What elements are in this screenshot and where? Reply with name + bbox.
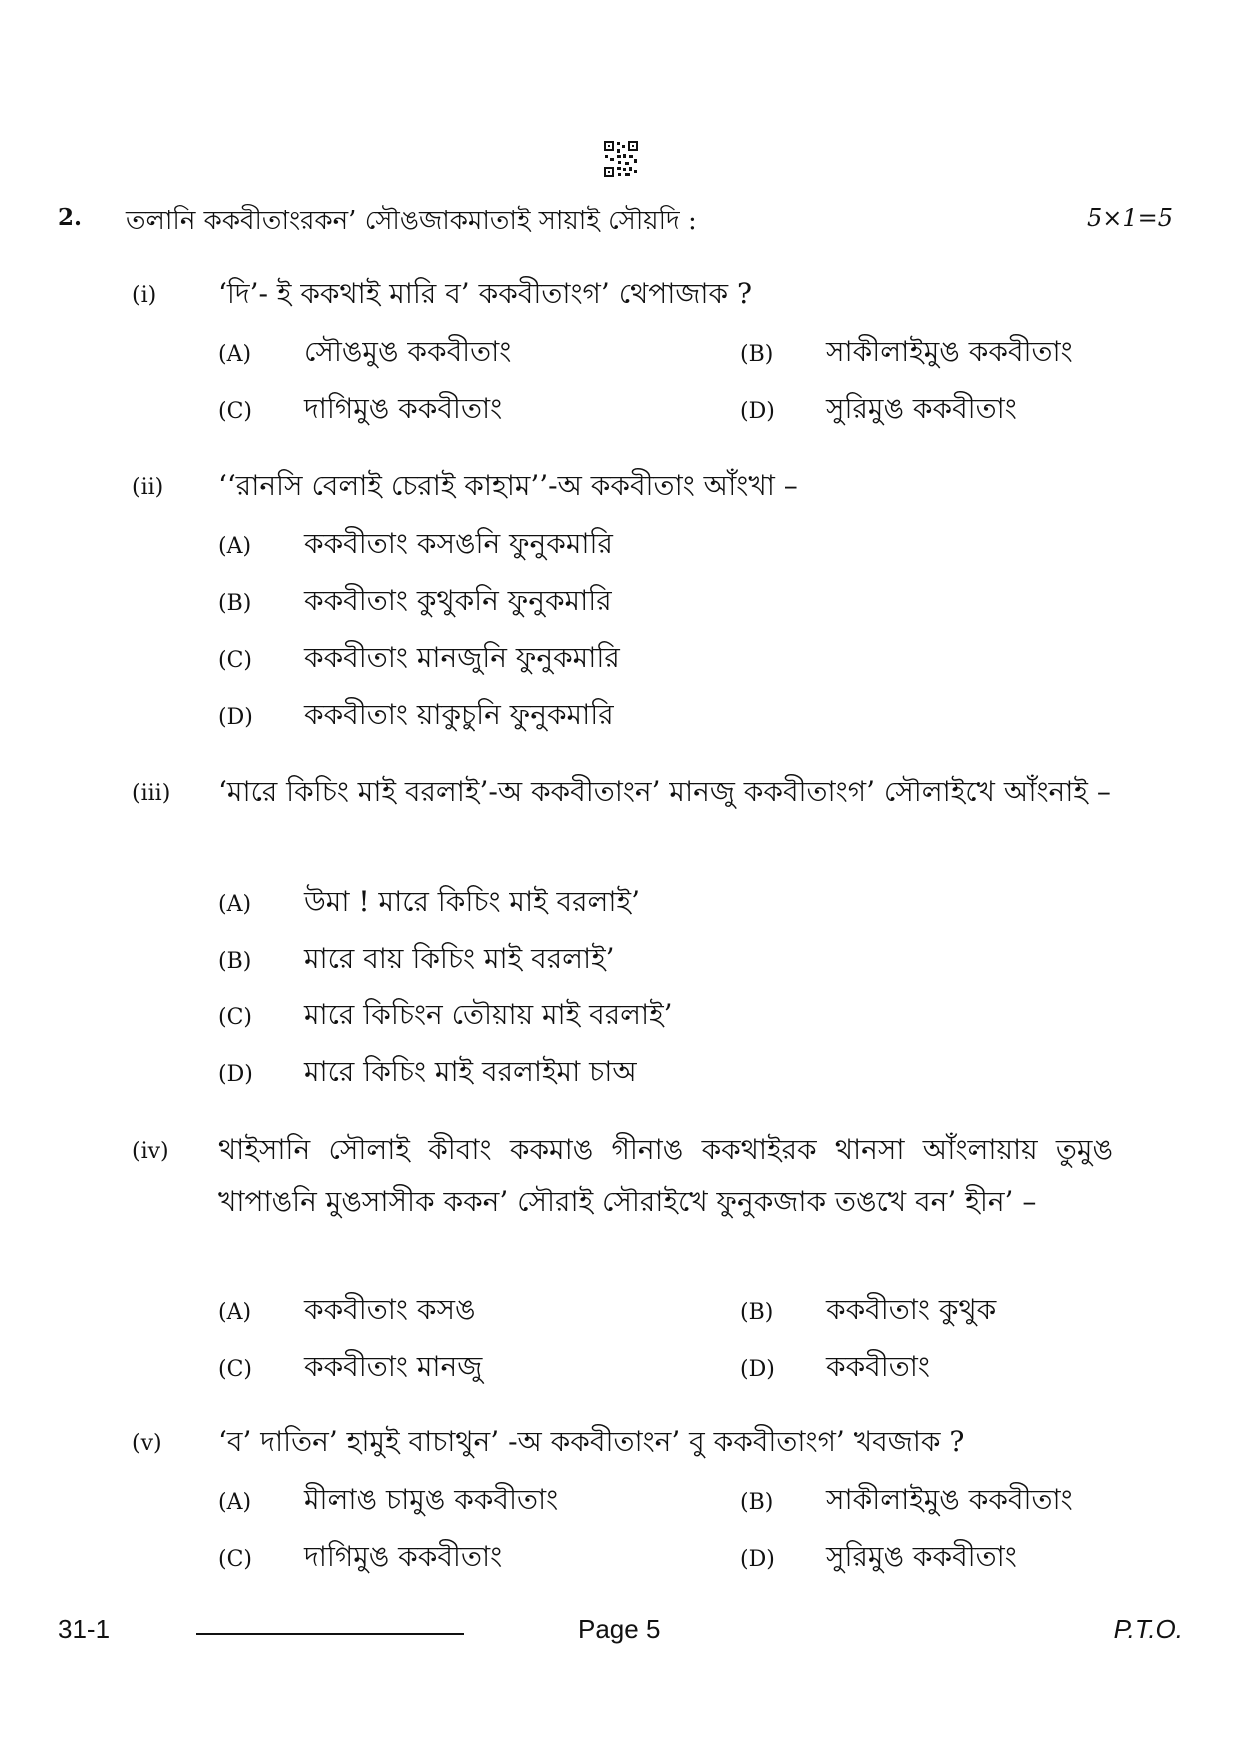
- option-text: ককবীতাং মানজু: [304, 1350, 483, 1383]
- qr-code-icon: [603, 140, 639, 178]
- option-text: ককবীতাং কসঙ: [304, 1293, 476, 1326]
- option-label: (C): [218, 1547, 252, 1572]
- option-C: [218, 632, 620, 687]
- option-text: মারে কিচিংন তৌয়ায় মাই বরলাই’: [304, 998, 673, 1031]
- option-label: (B): [740, 1490, 774, 1515]
- subquestion-label: (i): [132, 283, 157, 308]
- option-text: ককবীতাং: [826, 1350, 930, 1383]
- option-text: উমা ! মারে কিচিং মাই বরলাই’: [304, 885, 640, 918]
- option-label: (D): [218, 705, 253, 730]
- option-text: মারে বায় কিচিং মাই বরলাই’: [304, 942, 615, 975]
- option-C: [218, 1531, 502, 1586]
- option-label: (A): [218, 1490, 252, 1515]
- page-number: Page 5: [578, 1614, 661, 1644]
- option-B: [740, 1474, 1073, 1529]
- option-label: (A): [218, 534, 252, 559]
- option-C: [218, 989, 673, 1044]
- option-label: (C): [218, 1357, 252, 1382]
- subquestion-stem: ‘‘রানসি বেলাই চেরাই কাহাম’’-অ ককবীতাং আঁংখা –: [218, 469, 798, 502]
- option-text: দাগিমুঙ ককবীতাং: [304, 392, 503, 425]
- option-label: (B): [218, 949, 252, 974]
- option-text: মারে কিচিং মাই বরলাইমা চাঅ: [304, 1055, 637, 1088]
- subquestion-label: (v): [132, 1431, 162, 1456]
- option-A: [218, 876, 640, 931]
- option-text: ককবীতাং কুথুক: [826, 1293, 997, 1326]
- option-text: সৌঙমুঙ ককবীতাং: [304, 335, 512, 368]
- subquestion-stem: থাইসানি সৌলাই কীবাং ককমাঙ গীনাঙ ককথাইরক থানসা আঁংলায়ায় তুমুঙ খাপাঙনি মুঙসাসীক ককন’ সৌরাই সৌরাইখে ফুনুকজাক তঙখে বন’ হীন’ –: [218, 1133, 1113, 1218]
- option-text: ককবীতাং কসঙনি ফুনুকমারি: [304, 527, 613, 560]
- question-text: তলানি ককবীতাংরকন’ সৌঙজাকমাতাই সায়াই সৌয়দি :: [126, 206, 697, 236]
- option-label: (D): [740, 1547, 775, 1572]
- option-D: [218, 1046, 637, 1101]
- option-label: (D): [740, 1357, 775, 1382]
- please-turn-over: P.T.O.: [1113, 1614, 1183, 1644]
- subquestion-stem: ‘দি’- ই ককথাই মারি ব’ ককবীতাংগ’ থেপাজাক ?: [218, 277, 753, 310]
- footer-divider: [196, 1633, 464, 1635]
- option-text: ককবীতাং কুথুকনি ফুনুকমারি: [304, 584, 612, 617]
- option-label: (B): [218, 591, 252, 616]
- option-text: সুরিমুঙ ককবীতাং: [826, 392, 1017, 425]
- option-label: (B): [740, 1300, 774, 1325]
- option-label: (D): [218, 1062, 253, 1087]
- option-label: (A): [218, 342, 252, 367]
- paper-code: 31-1: [58, 1614, 111, 1644]
- option-text: ককবীতাং য়াকুচুনি ফুনুকমারি: [304, 698, 614, 731]
- option-D: [740, 1341, 930, 1396]
- option-B: [218, 575, 612, 630]
- option-B: [218, 933, 615, 988]
- option-text: ককবীতাং মানজুনি ফুনুকমারি: [304, 641, 620, 674]
- option-C: [218, 383, 502, 438]
- option-text: মীলাঙ চামুঙ ককবীতাং: [304, 1483, 559, 1516]
- option-label: (A): [218, 1300, 252, 1325]
- option-D: [218, 689, 614, 744]
- option-label: (A): [218, 892, 252, 917]
- subquestion-stem: ‘ব’ দাতিন’ হামুই বাচাথুন’ -অ ককবীতাংন’ বু ককবীতাংগ’ খবজাক ?: [218, 1425, 965, 1458]
- question-number: 2.: [58, 204, 83, 231]
- option-A: [218, 1284, 475, 1339]
- subquestion-label: (iii): [132, 781, 171, 806]
- question-marks: 5×1=5: [1086, 204, 1173, 232]
- option-text: সাকীলাইমুঙ ককবীতাং: [826, 1483, 1073, 1516]
- option-D: [740, 1531, 1017, 1586]
- option-A: [218, 1474, 558, 1529]
- option-text: দাগিমুঙ ককবীতাং: [304, 1540, 503, 1573]
- option-D: [740, 383, 1017, 438]
- option-label: (C): [218, 399, 252, 424]
- option-text: সুরিমুঙ ককবীতাং: [826, 1540, 1017, 1573]
- option-A: [218, 518, 613, 573]
- option-label: (C): [218, 1005, 252, 1030]
- option-C: [218, 1341, 482, 1396]
- option-label: (D): [740, 399, 775, 424]
- option-label: (B): [740, 342, 774, 367]
- subquestion-label: (ii): [132, 475, 164, 500]
- option-A: [218, 326, 511, 381]
- option-B: [740, 1284, 996, 1339]
- subquestion-stem: ‘মারে কিচিং মাই বরলাই’-অ ককবীতাংন’ মানজু ককবীতাংগ’ সৌলাইখে আঁংনাই –: [218, 775, 1111, 808]
- option-B: [740, 326, 1073, 381]
- option-label: (C): [218, 648, 252, 673]
- option-text: সাকীলাইমুঙ ককবীতাং: [826, 335, 1073, 368]
- subquestion-label: (iv): [132, 1139, 169, 1164]
